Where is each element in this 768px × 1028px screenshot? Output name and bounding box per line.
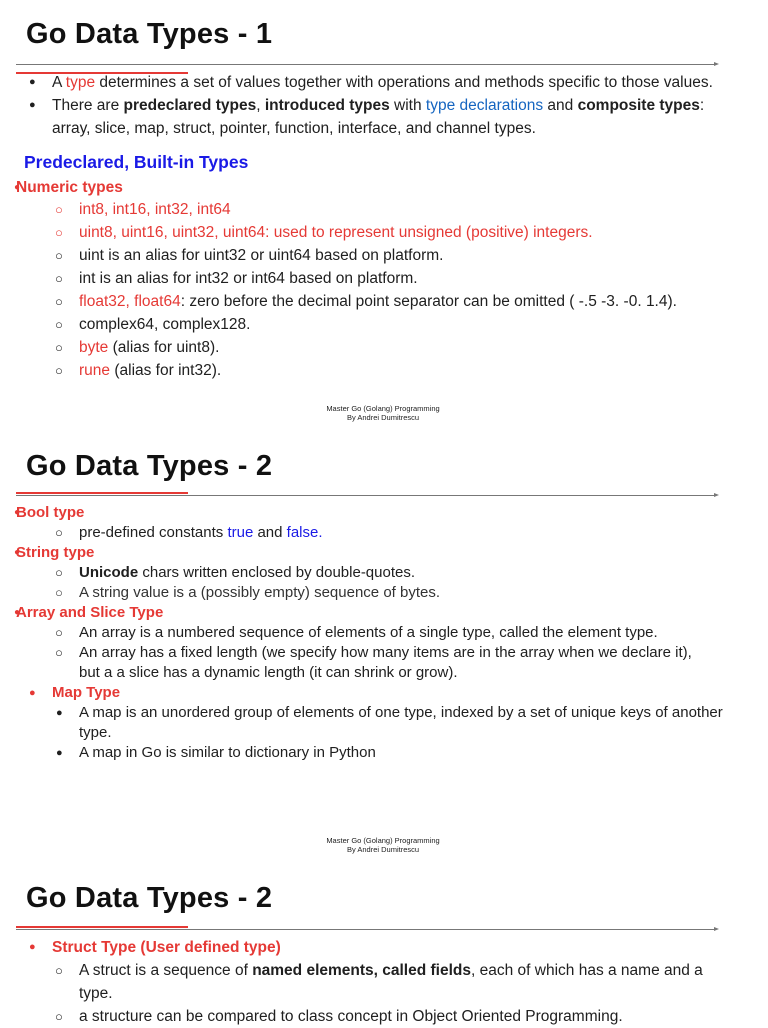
slide-title: Go Data Types - 1 <box>26 18 273 50</box>
list-item: ○ complex64, complex128. <box>0 313 768 336</box>
list-item: ○ rune (alias for int32). <box>0 359 768 382</box>
list-item: ○ float32, float64: zero before the decimal point separator can be omitted ( -.5 -3. -0. 1.4). <box>0 290 768 313</box>
list-item: ○ An array is a numbered sequence of elements of a single type, called the element type. <box>0 623 768 643</box>
string-type-heading: ● String type <box>0 543 768 563</box>
slide-footer: Master Go (Golang) Programming By Andrei Dumitrescu <box>326 836 440 854</box>
title-accent-line <box>16 492 188 494</box>
list-item: ● There are predeclared types, introduced types with type declarations and composite types: array, slice, map, struct, pointer, function, interface, and channel types. <box>0 94 768 140</box>
bool-type-heading: ● Bool type <box>0 503 768 523</box>
list-item: ○ int8, int16, int32, int64 <box>0 198 768 221</box>
title-divider <box>16 495 716 496</box>
slide-content <box>0 936 768 1028</box>
slide-3 <box>0 870 768 1024</box>
type-declarations-link: type declarations <box>425 97 544 114</box>
slide-footer: Master Go (Golang) Programming By Andrei Dumitrescu <box>326 404 440 422</box>
list-item: ○ int is an alias for int32 or int64 based on platform. <box>0 267 768 290</box>
slide-1 <box>0 0 768 440</box>
array-slice-heading: ● Array and Slice Type <box>0 603 768 623</box>
list-item: ● A map is an unordered group of elements of one type, indexed by a set of unique keys of another type. <box>0 703 768 743</box>
list-item: ○ A struct is a sequence of named elements, called fields, each of which has a name and a type. <box>0 959 768 1005</box>
list-item: ○ An array has a fixed length (we specify how many items are in the array when we declare it), but a a slice has a dynamic length (it can shrink or grow). <box>0 643 768 683</box>
title-divider <box>16 929 716 930</box>
slide-title: Go Data Types - 2 <box>26 882 273 914</box>
title-divider <box>16 64 716 65</box>
list-item: ○ uint8, uint16, uint32, uint64: used to represent unsigned (positive) integers. <box>0 221 768 244</box>
list-item: ○ Unicode chars written enclosed by double-quotes. <box>0 563 768 583</box>
list-item: ○ uint is an alias for uint32 or uint64 based on platform. <box>0 244 768 267</box>
slide-title: Go Data Types - 2 <box>26 450 273 482</box>
list-item: ○ byte (alias for uint8). <box>0 336 768 359</box>
numeric-types-heading: ● Numeric types <box>0 178 768 198</box>
list-item: ● A type determines a set of values together with operations and methods specific to those values. <box>0 71 768 94</box>
list-item: ○ A string value is a (possibly empty) sequence of bytes. <box>0 583 768 603</box>
slide-content <box>0 71 768 382</box>
list-item: ○ a structure can be compared to class concept in Object Oriented Programming. <box>0 1005 768 1028</box>
title-accent-line <box>16 926 188 928</box>
slide-2 <box>0 440 768 870</box>
struct-type-heading: ● Struct Type (User defined type) <box>0 936 768 959</box>
slide-content <box>0 503 768 763</box>
list-item: ○ pre-defined constants true and false. <box>0 523 768 543</box>
section-heading: Predeclared, Built-in Types <box>24 152 249 172</box>
highlight-type: type <box>65 74 96 91</box>
map-type-heading: ● Map Type <box>0 683 768 703</box>
list-item: ● A map in Go is similar to dictionary in Python <box>0 743 768 763</box>
